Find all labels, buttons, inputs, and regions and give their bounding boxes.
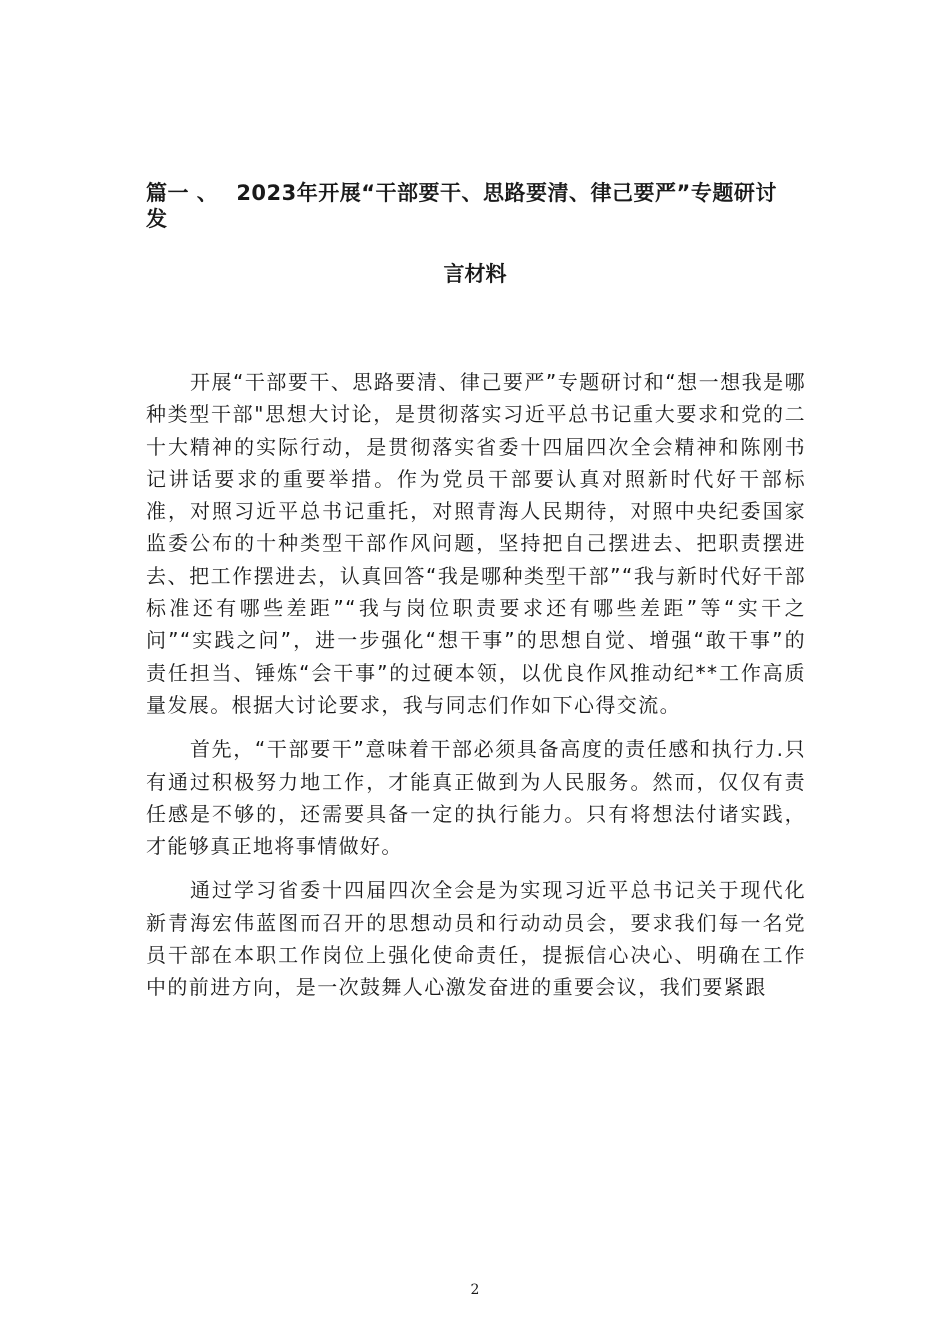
- title-wrap: 发: [146, 207, 167, 231]
- title-main: 2023年开展“干部要干、思路要清、律己要严”专题研讨: [236, 181, 777, 205]
- document-title: [146, 179, 806, 207]
- title-subline: 言材料: [443, 262, 507, 286]
- paragraph: 开展“干部要干、思路要清、律己要严”专题研讨和“想一想我是哪种类型干部"思想大讨论，是贯彻落实习近平总书记重大要求和党的二十大精神的实际行动，是贯彻落实省委十四届四次全会精神和陈刚书记讲话要求的重要举措。作为党员干部要认真对照新时代好干部标准，对照习近平总书记重托，对照青海人民期待，对照中央纪委国家监委公布的十种类型干部作风问题，坚持把自己摆进去、把职责摆进去、把工作摆进去，认真回答“我是哪种类型干部”“我与新时代好干部标准还有哪些差距”“我与岗位职责要求还有哪些差距”等“实干之问”“实践之问”，进一步强化“想干事”的思想自觉、增强“敢干事”的责任担当、锤炼“会干事”的过硬本领，以优良作风推动纪**工作高质量发展。根据大讨论要求，我与同志们作如下心得交流。: [146, 370, 806, 717]
- page-number: 2: [470, 1282, 480, 1298]
- paragraph: 通过学习省委十四届四次全会是为实现习近平总书记关于现代化新青海宏伟蓝图而召开的思想动员和行动动员会，要求我们每一名党员干部在本职工作岗位上强化使命责任，提振信心决心、明确在工作中的前进方向，是一次鼓舞人心激发奋进的重要会议，我们要紧跟: [146, 878, 806, 1000]
- document-body: [146, 366, 806, 1016]
- paragraph: 首先，“干部要干”意味着干部必须具备高度的责任感和执行力.只有通过积极努力地工作，才能真正做到为人民服务。然而，仅仅有责任感是不够的，还需要具备一定的执行能力。只有将想法付诸实践，才能够真正地将事情做好。: [146, 737, 806, 859]
- title-prefix: 篇一 、: [146, 181, 219, 205]
